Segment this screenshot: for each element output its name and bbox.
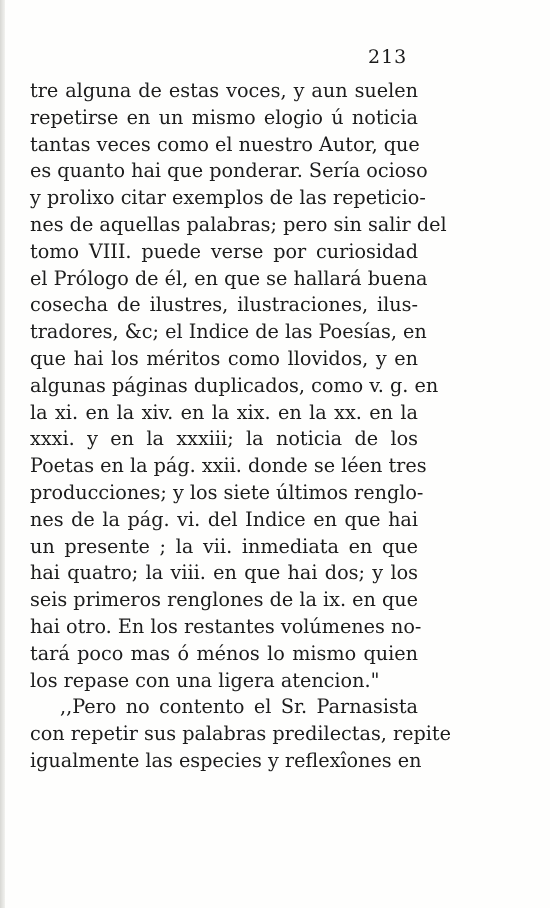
text-line: igualmente las especies y reflexîones en — [30, 748, 422, 772]
text-line: tará poco mas ó ménos lo mismo quien — [30, 641, 418, 665]
page-number: 213 — [368, 46, 408, 68]
text-line: tomo VIII. puede verse por curiosidad — [30, 239, 418, 263]
text-line-paragraph-start: ,,Pero no contento el Sr. Parnasista — [60, 695, 418, 719]
text-line: un presente ; la vii. inmediata en que — [30, 534, 418, 558]
text-line: hai otro. En los restantes volúmenes no- — [30, 614, 422, 638]
text-line-paragraph-end: los repase con una ligera atencion." — [30, 668, 380, 692]
text-line: la xi. en la xiv. en la xix. en la xx. en la — [30, 400, 418, 424]
text-line: cosecha de ilustres, ilustraciones, ilus- — [30, 293, 418, 317]
text-line: seis primeros renglones de la ix. en que — [30, 588, 418, 612]
text-line: y prolixo citar exemplos de las repeticio- — [30, 186, 426, 210]
text-line: con repetir sus palabras predilectas, repite — [30, 722, 452, 746]
text-line: algunas páginas duplicados, como v. g. en — [30, 373, 439, 397]
text-line: tre alguna de estas voces, y aun suelen — [30, 79, 418, 102]
text-line: xxxi. y en la xxxiii; la noticia de los — [30, 427, 418, 451]
text-line: Poetas en la pág. xxii. donde se léen tres — [30, 454, 427, 478]
text-line: hai quatro; la viii. en que hai dos; y los — [30, 561, 418, 585]
page-spine-edge — [0, 0, 5, 908]
text-line: nes de la pág. vi. del Indice en que hai — [30, 507, 418, 531]
text-line: tantas veces como el nuestro Autor, que — [30, 132, 420, 156]
text-line: el Prólogo de él, en que se hallará buena — [30, 266, 428, 290]
text-line: es quanto hai que ponderar. Sería ocioso — [30, 159, 428, 183]
text-line: producciones; y los siete últimos renglo- — [30, 480, 424, 504]
text-line: nes de aquellas palabras; pero sin salir del — [30, 212, 447, 236]
text-line: repetirse en un mismo elogio ú noticia — [30, 105, 418, 129]
text-line: que hai los méritos como llovidos, y en — [30, 346, 418, 370]
text-line: tradores, &c; el Indice de las Poesías, en — [30, 320, 427, 344]
body-text — [30, 78, 452, 775]
